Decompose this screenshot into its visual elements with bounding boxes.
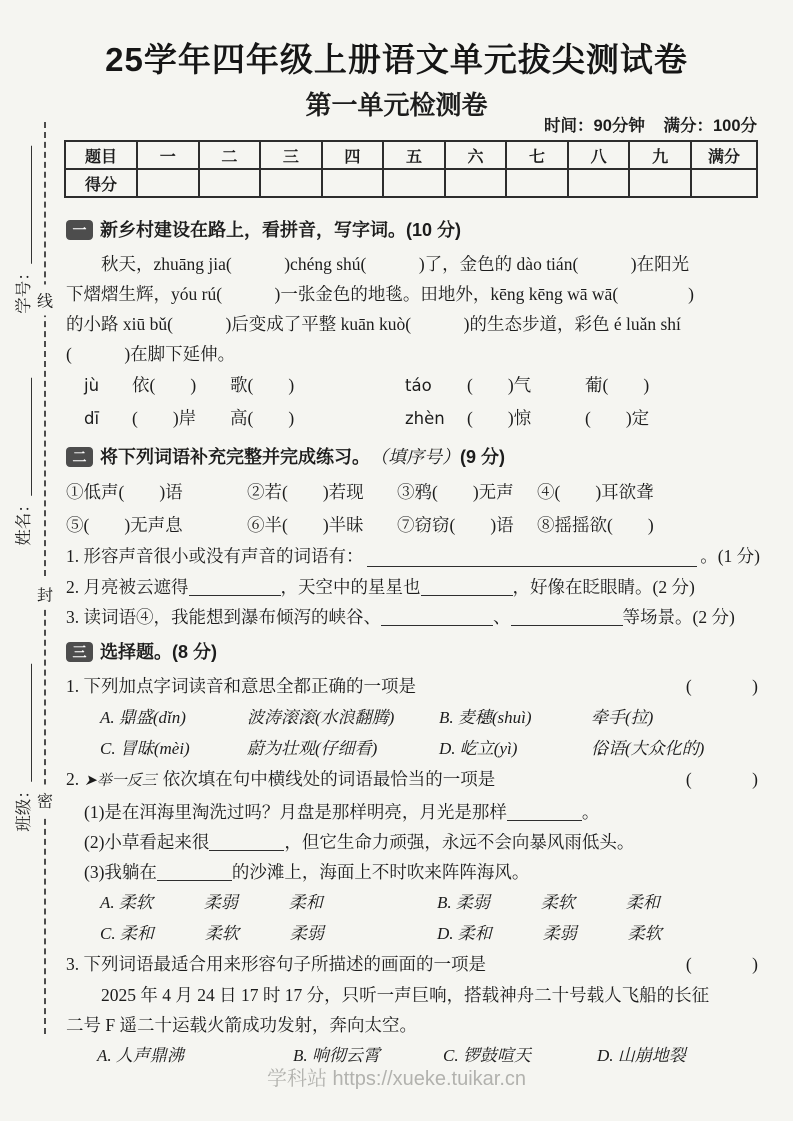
choice-item: A. 鼎盛(dǐn)	[100, 708, 186, 727]
exam-full-score: 满分：100分	[663, 117, 757, 135]
idiom-item: ⑦窃窃( )语	[397, 514, 514, 535]
score-table-score-row	[65, 169, 757, 197]
choice-item: 蔚为壮观(仔细看)	[247, 739, 378, 758]
choice-item: A. 柔软 柔弱 柔和	[100, 893, 323, 912]
choice-item: 俗语(大众化的)	[591, 739, 705, 758]
s3-q2-choices-row	[66, 918, 760, 949]
score-cell	[445, 169, 507, 197]
seal-char-line: 线	[36, 285, 54, 316]
section3-title: 选择题。(8 分)	[100, 642, 217, 662]
score-cell	[322, 169, 384, 197]
exam-meta	[530, 112, 757, 136]
s2-question-2	[66, 572, 760, 602]
choice-item: C. 冒昧(mèi)	[100, 739, 190, 758]
answer-slot: ( )	[685, 676, 760, 696]
score-cell	[383, 169, 445, 197]
question-text: (2)小草看起来很	[84, 832, 210, 852]
exam-time: 时间：90分钟	[544, 117, 645, 135]
s3-q1-choices-row	[66, 733, 760, 764]
idiom-item: ①低声( )语	[66, 482, 183, 502]
score-cell	[506, 169, 568, 197]
s2-question-3	[66, 602, 760, 632]
idiom-item: ②若( )若现	[247, 482, 364, 502]
student-name-blank	[15, 378, 33, 496]
score-table-header-row	[65, 141, 757, 169]
choice-item: C. 柔和 柔软 柔弱	[100, 924, 324, 943]
answer-blank	[421, 577, 513, 596]
question-text: 2. 月亮被云遮得	[66, 577, 189, 597]
student-id-label: 学号：	[14, 264, 33, 314]
s1-fill-row	[66, 369, 760, 402]
s3-q2-sub2	[66, 827, 760, 857]
fill-item: 歌( )	[230, 375, 295, 395]
s3-question-2-stem	[66, 764, 760, 797]
fill-item: 葡( )	[585, 375, 650, 395]
class-field	[10, 664, 34, 832]
score-cell	[260, 169, 322, 197]
question-text: ，好像在眨眼睛。(2 分)	[512, 577, 695, 597]
choice-item: C. 锣鼓喧天	[443, 1046, 531, 1065]
idiom-item: ④( )耳欲聋	[537, 482, 654, 502]
choice-item: 波涛滚滚(水浪翻腾)	[247, 708, 395, 727]
question-text: 1. 下列加点字词读音和意思全都正确的一项是	[66, 676, 416, 696]
choice-item: B. 响彻云霄	[293, 1046, 380, 1065]
answer-blank	[209, 832, 284, 851]
s1-fill-row	[66, 402, 760, 435]
section2-title-score: (9 分)	[460, 447, 505, 467]
score-header-5: 五	[383, 141, 445, 169]
question-text: (3)我躺在	[84, 862, 157, 882]
s3-q2-choices-row	[66, 887, 760, 918]
section2-title: 将下列词语补充完整并完成练习。	[100, 447, 370, 467]
fill-item: ( )定	[585, 408, 650, 428]
answer-blank	[157, 862, 232, 881]
fill-item: ( )岸	[132, 408, 197, 428]
s3-question-1-stem	[66, 671, 760, 702]
page-title: 25学年四年级上册语文单元拔尖测试卷	[105, 41, 688, 78]
section3-badge: 三	[66, 642, 93, 662]
s2-idiom-row	[66, 509, 760, 542]
score-header-7: 七	[506, 141, 568, 169]
score-header-9: 九	[629, 141, 691, 169]
s1-paragraph-line: 的小路 xiū bǔ( )后变成了平整 kuān kuò( )的生态步道，彩色 é luǎn shí	[66, 314, 681, 334]
section1-title: 新乡村建设在路上，看拼音，写字词。(10 分)	[100, 220, 462, 240]
s3-q1-choices-row	[66, 702, 760, 733]
question-text: ，但它生命力顽强，永远不会向暴风雨低头。	[284, 832, 635, 852]
question-text	[66, 764, 495, 797]
question-text: (1)是在洱海里淘洗过吗？月盘是那样明亮，月光是那样	[84, 802, 507, 822]
answer-blank	[511, 607, 623, 626]
score-table	[64, 140, 758, 198]
question-text: 等场景。(2 分)	[622, 607, 735, 627]
score-row-label: 得分	[65, 169, 137, 197]
pinyin-syllable: zhèn	[405, 409, 445, 428]
section1-heading	[66, 215, 760, 245]
student-name-field	[10, 378, 34, 546]
section2-title-note: （填序号）	[370, 447, 460, 467]
student-id-field	[10, 146, 34, 314]
score-header-manfen: 满分	[691, 141, 757, 169]
section2-badge: 二	[66, 447, 93, 467]
question-text: 的沙滩上，海面上不时吹来阵阵海风。	[231, 862, 530, 882]
answer-blank	[189, 577, 281, 596]
s3-q2-sub3	[66, 857, 760, 887]
fill-item: 高( )	[230, 408, 295, 428]
student-id-blank	[15, 146, 33, 264]
choice-item: B. 柔弱 柔软 柔和	[437, 893, 660, 912]
score-cell	[137, 169, 199, 197]
score-cell	[691, 169, 757, 197]
answer-slot: ( )	[685, 954, 760, 974]
question-text: 。(1 分)	[700, 546, 760, 566]
seal-char-feng: 封	[36, 579, 54, 610]
score-header-2: 二	[199, 141, 261, 169]
idiom-item: ⑥半( )半昧	[247, 514, 364, 535]
score-header-8: 八	[568, 141, 630, 169]
score-header-1: 一	[137, 141, 199, 169]
student-name-label: 姓名：	[14, 496, 33, 546]
choice-item: 牵手(拉)	[591, 708, 654, 727]
score-header-6: 六	[445, 141, 507, 169]
answer-slot: ( )	[685, 769, 760, 789]
score-cell	[629, 169, 691, 197]
answer-blank	[507, 802, 582, 821]
choice-item: D. 屹立(yì)	[439, 739, 518, 758]
paper-body	[66, 212, 760, 1071]
pinyin-syllable: dī	[84, 409, 100, 428]
answer-blank	[381, 607, 493, 626]
s3-q3-paragraph: 二号 F 遥二十运载火箭成功发射，奔向太空。	[66, 1015, 417, 1035]
choice-item: B. 麦穗(shuì)	[439, 708, 532, 727]
score-cell	[568, 169, 630, 197]
fill-item: ( )惊	[467, 408, 532, 428]
idiom-item: ⑤( )无声息	[66, 514, 183, 535]
site-watermark: 学科站 https://xueke.tuikar.cn	[267, 1068, 526, 1090]
s3-question-3-stem	[66, 949, 760, 980]
choice-item: D. 柔和 柔弱 柔软	[437, 924, 662, 943]
score-header-3: 三	[260, 141, 322, 169]
idiom-item: ③鸦( )无声	[397, 482, 514, 502]
answer-blank	[367, 541, 698, 567]
juyifansan-tag: ➤举一反三	[84, 773, 157, 789]
s1-paragraph-line: 下熠熠生辉，yóu rú( )一张金色的地毯。田地外，kēng kēng wā wā( )	[66, 284, 694, 304]
score-cell	[199, 169, 261, 197]
question-text: 依次填在句中横线处的词语最恰当的一项是	[162, 769, 496, 789]
idiom-item: ⑧摇摇欲( )	[537, 514, 654, 535]
pinyin-syllable: jù	[84, 376, 100, 395]
s1-paragraph-line: 秋天，zhuāng jia( )chéng shú( )了，金色的 dào tián( )在阳光	[101, 254, 690, 274]
choice-item: A. 人声鼎沸	[97, 1046, 184, 1065]
question-text: 。	[581, 802, 600, 822]
question-text: 1. 形容声音很小或没有声音的词语有：	[66, 546, 364, 566]
question-text: ，天空中的星星也	[280, 577, 421, 597]
fill-item: ( )气	[467, 375, 532, 395]
class-label: 班级：	[14, 782, 33, 832]
s2-idiom-row	[66, 476, 760, 509]
s3-q3-paragraph: 2025 年 4 月 24 日 17 时 17 分，只听一声巨响，搭载神舟二十号载人飞船的长征	[101, 985, 710, 1005]
s1-paragraph-line: ( )在脚下延伸。	[66, 344, 236, 364]
question-text: 3. 读词语④，我能想到瀑布倾泻的峡谷、	[66, 607, 381, 627]
section3-heading	[66, 637, 760, 667]
score-header-4: 四	[322, 141, 384, 169]
question-text: 、	[493, 607, 511, 627]
choice-item: D. 山崩地裂	[597, 1046, 686, 1065]
s2-question-1	[66, 541, 760, 572]
page-subtitle: 第一单元检测卷	[305, 90, 488, 120]
section2-heading	[66, 442, 760, 472]
s3-q2-sub1	[66, 797, 760, 827]
question-text: 3. 下列词语最适合用来形容句子所描述的画面的一项是	[66, 954, 486, 974]
seal-char-mi: 密	[36, 785, 54, 816]
class-blank	[15, 664, 33, 782]
score-header-timu: 题目	[65, 141, 137, 169]
question-number: 2.	[66, 769, 80, 789]
pinyin-syllable: táo	[405, 376, 432, 395]
fill-item: 依( )	[132, 375, 197, 395]
section1-badge: 一	[66, 220, 93, 240]
